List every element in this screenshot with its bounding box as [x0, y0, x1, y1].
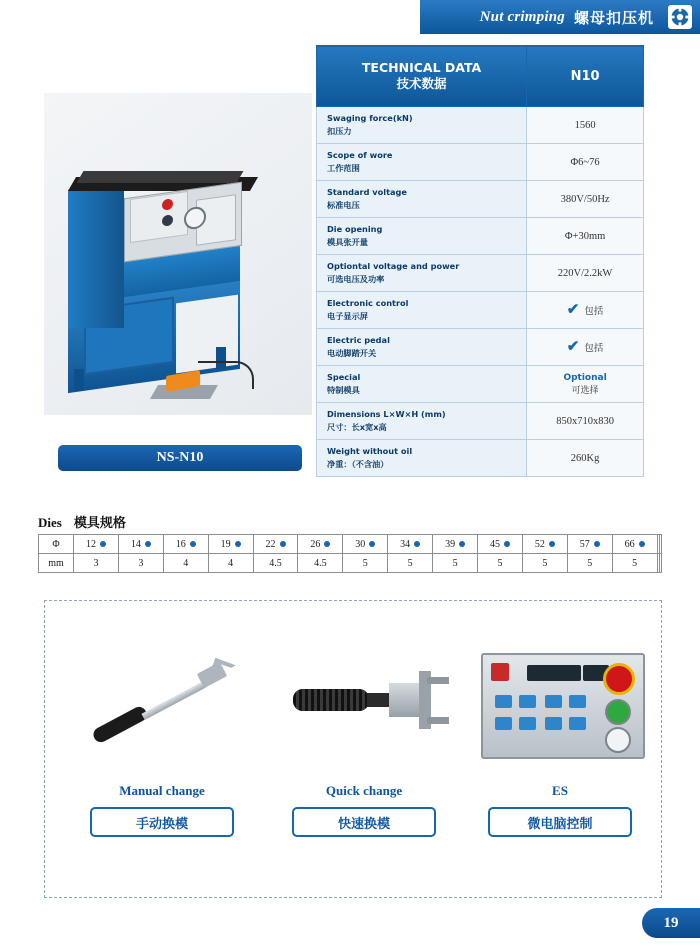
- spec-name-en: Weight without oil: [327, 446, 413, 456]
- table-header-name: [317, 46, 527, 107]
- spec-name: [317, 144, 527, 181]
- spec-value: 1560: [527, 107, 644, 144]
- spec-name-cn: 标准电压: [327, 200, 360, 210]
- page-number: 19: [642, 908, 700, 938]
- spec-name-cn: 尺寸：长x宽x高: [327, 422, 387, 432]
- dot-icon: [639, 541, 645, 547]
- spec-name: [317, 255, 527, 292]
- dies-cell: 39: [433, 535, 478, 554]
- dies-cell: 45: [478, 535, 523, 554]
- table-row: [317, 144, 644, 181]
- spec-value: Φ6~76: [527, 144, 644, 181]
- dies-cell: 5: [567, 554, 612, 573]
- spec-value-en: Optional: [563, 373, 607, 383]
- machine-left-body: [68, 190, 124, 328]
- gear-icon: [668, 5, 692, 29]
- dies-cell: 4: [208, 554, 253, 573]
- spec-name-en: Electric pedal: [327, 335, 390, 345]
- spec-name-cn: 净重：（不含油）: [327, 459, 389, 469]
- spec-value: 260Kg: [527, 440, 644, 477]
- table-row: [317, 255, 644, 292]
- dot-icon: [549, 541, 555, 547]
- dot-icon: [100, 541, 106, 547]
- dies-row-phi: [39, 535, 662, 554]
- spec-value: 850x710x830: [527, 403, 644, 440]
- table-row: [317, 366, 644, 403]
- dies-cell: [659, 535, 661, 554]
- dot-icon: [369, 541, 375, 547]
- spec-name-cn: 可选电压及功率: [327, 274, 385, 284]
- spec-name: [317, 181, 527, 218]
- spec-value: Φ+30mm: [527, 218, 644, 255]
- dies-cell: 16: [163, 535, 208, 554]
- spec-name-cn: 工作范围: [327, 163, 360, 173]
- accessories-panel: [44, 600, 662, 898]
- header-title-bar: [420, 0, 700, 34]
- spec-name-en: Special: [327, 372, 361, 382]
- dies-cell: 5: [388, 554, 433, 573]
- dies-cell: 26: [298, 535, 343, 554]
- dot-icon: [504, 541, 510, 547]
- spec-value: [527, 329, 644, 366]
- dies-title-cn: 模具规格: [73, 516, 126, 531]
- dies-cell: 5: [522, 554, 567, 573]
- spec-name-en: Die opening: [327, 224, 383, 234]
- table-row: [317, 218, 644, 255]
- dies-cell: 3: [74, 554, 119, 573]
- accessory-quick-change: [269, 631, 459, 837]
- dies-cell: 14: [118, 535, 163, 554]
- machine-illustration: [58, 133, 298, 383]
- header-name-en: TECHNICAL DATA: [361, 60, 482, 75]
- dies-cell: 30: [343, 535, 388, 554]
- dies-cell: 34: [388, 535, 433, 554]
- product-model-label: NS-N10: [58, 445, 302, 471]
- spec-value: [527, 366, 644, 403]
- dies-cell: 22: [253, 535, 298, 554]
- spec-name-cn: 特制模具: [327, 385, 360, 395]
- dot-icon: [324, 541, 330, 547]
- header-title-en: Nut crimping: [479, 8, 565, 25]
- spec-name: [317, 366, 527, 403]
- header-name-cn: 技术数据: [396, 76, 447, 91]
- spec-name: [317, 329, 527, 366]
- dies-title-en: Dies: [38, 515, 62, 530]
- spec-name-cn: 扣压力: [327, 126, 352, 136]
- table-row: [317, 440, 644, 477]
- dies-cell: 5: [433, 554, 478, 573]
- dies-cell: 4.5: [253, 554, 298, 573]
- dies-cell: 4: [163, 554, 208, 573]
- spec-name-cn: 电子显示屏: [327, 311, 368, 321]
- dies-table: [38, 534, 662, 573]
- technical-data-table: [316, 45, 644, 477]
- dies-row-label: Φ: [39, 535, 74, 554]
- table-header-model: N10: [527, 46, 644, 107]
- spec-value: 380V/50Hz: [527, 181, 644, 218]
- accessory-title: Quick change: [325, 783, 403, 798]
- dies-row-label: mm: [39, 554, 74, 573]
- accessory-button[interactable]: 快速换模: [292, 807, 436, 837]
- check-icon: ✔: [566, 301, 580, 318]
- dot-icon: [190, 541, 196, 547]
- spec-name-en: Electronic control: [327, 298, 409, 308]
- dot-icon: [280, 541, 286, 547]
- spec-name: [317, 440, 527, 477]
- quick-change-tool-icon: [269, 631, 459, 771]
- dies-cell: 4.5: [298, 554, 343, 573]
- dot-icon: [235, 541, 241, 547]
- accessory-button[interactable]: 微电脑控制: [488, 807, 632, 837]
- dies-cell: 19: [208, 535, 253, 554]
- spec-value-text: 包括: [584, 306, 604, 317]
- dies-cell: 52: [522, 535, 567, 554]
- check-icon: ✔: [566, 338, 580, 355]
- spec-value: 220V/2.2kW: [527, 255, 644, 292]
- table-header-row: [317, 46, 644, 107]
- dot-icon: [145, 541, 151, 547]
- accessory-es-control: [465, 631, 655, 837]
- spec-name-en: Scope of wore: [327, 150, 393, 160]
- spec-name: [317, 218, 527, 255]
- dies-cell: 57: [567, 535, 612, 554]
- spec-value: [527, 292, 644, 329]
- machine-top-face: [77, 171, 244, 183]
- dies-cell: 12: [74, 535, 119, 554]
- spec-name: [317, 292, 527, 329]
- spec-name: [317, 403, 527, 440]
- product-image: [44, 93, 312, 415]
- spec-name-cn: 电动脚踏开关: [327, 348, 377, 358]
- accessory-title: Manual change: [119, 783, 205, 798]
- table-row: [317, 329, 644, 366]
- machine-panel-inner: [130, 191, 188, 243]
- accessory-button[interactable]: 手动换模: [90, 807, 234, 837]
- dot-icon: [414, 541, 420, 547]
- spec-name: [317, 107, 527, 144]
- dies-section-title: [38, 512, 126, 531]
- page-header: [0, 0, 700, 34]
- dies-cell: 66: [612, 535, 657, 554]
- spec-value-cn: 可选择: [571, 385, 599, 395]
- dies-cell: 5: [343, 554, 388, 573]
- dot-icon: [594, 541, 600, 547]
- wrench-icon: [67, 631, 257, 771]
- dies-cell: 5: [612, 554, 657, 573]
- control-panel-icon: [465, 631, 655, 771]
- spec-name-en: Dimensions L×W×H (mm): [327, 409, 446, 419]
- table-row: [317, 107, 644, 144]
- dot-icon: [459, 541, 465, 547]
- table-row: [317, 181, 644, 218]
- table-row: [317, 403, 644, 440]
- spec-name-en: Swaging force(kN): [327, 113, 413, 123]
- spec-value-text: 包括: [584, 343, 604, 354]
- dies-cell: [659, 554, 661, 573]
- spec-name-en: Optiontal voltage and power: [327, 261, 460, 271]
- table-row: [317, 292, 644, 329]
- spec-name-cn: 模具张开量: [327, 237, 368, 247]
- dies-cell: 3: [118, 554, 163, 573]
- dies-cell: 5: [478, 554, 523, 573]
- accessory-title: ES: [552, 783, 568, 798]
- accessory-manual-change: [67, 631, 257, 837]
- dies-row-mm: [39, 554, 662, 573]
- machine-leg: [74, 369, 84, 391]
- spec-name-en: Standard voltage: [327, 187, 407, 197]
- header-title-cn: 螺母扣压机: [573, 8, 654, 27]
